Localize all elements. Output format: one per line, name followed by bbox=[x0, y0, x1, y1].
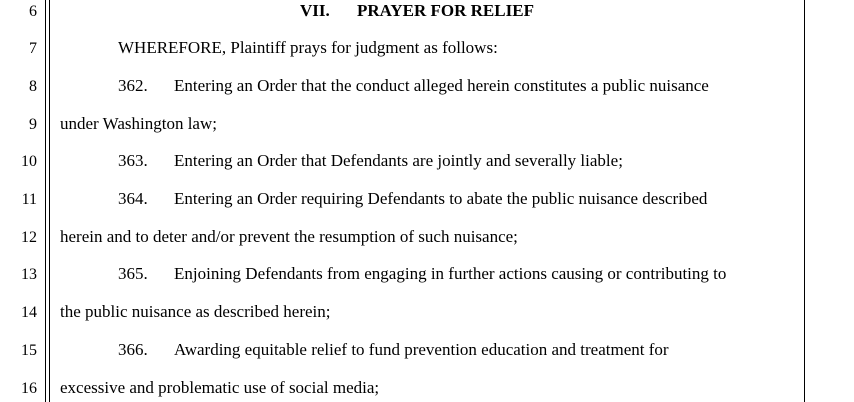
paragraph-continuation: under Washington law; bbox=[60, 114, 217, 133]
paragraph-line bbox=[118, 150, 623, 172]
paragraph-line bbox=[118, 339, 669, 361]
line-number: 12 bbox=[21, 229, 37, 246]
left-margin-rule-inner bbox=[49, 0, 50, 402]
line-number: 9 bbox=[29, 116, 37, 133]
paragraph-number: 366. bbox=[118, 340, 148, 359]
paragraph-continuation: excessive and problematic use of social media; bbox=[60, 378, 380, 397]
section-title: PRAYER FOR RELIEF bbox=[357, 1, 534, 20]
paragraph-number: 364. bbox=[118, 189, 148, 208]
intro-text: WHEREFORE, Plaintiff prays for judgment as follows: bbox=[118, 38, 498, 57]
paragraph-text: Awarding equitable relief to fund prevention education and treatment for bbox=[174, 340, 669, 359]
line-number: 11 bbox=[21, 191, 37, 208]
section-heading bbox=[300, 0, 534, 22]
paragraph-continuation: the public nuisance as described herein; bbox=[60, 302, 331, 321]
paragraph-line bbox=[118, 188, 707, 210]
paragraph-text: Entering an Order that Defendants are jointly and severally liable; bbox=[174, 151, 623, 170]
line-number: 6 bbox=[29, 3, 37, 20]
paragraph-number: 362. bbox=[118, 76, 148, 95]
line-number: 8 bbox=[29, 78, 37, 95]
paragraph-line bbox=[118, 75, 709, 97]
line-number: 7 bbox=[29, 40, 37, 57]
line-number: 14 bbox=[21, 304, 37, 321]
line-number: 10 bbox=[21, 153, 37, 170]
line-number: 13 bbox=[21, 266, 37, 283]
paragraph-text: Enjoining Defendants from engaging in further actions causing or contributing to bbox=[174, 264, 727, 283]
section-number: VII. bbox=[300, 1, 330, 20]
paragraph-number: 363. bbox=[118, 151, 148, 170]
paragraph-text: Entering an Order that the conduct alleged herein constitutes a public nuisance bbox=[174, 76, 709, 95]
paragraph-line bbox=[118, 263, 726, 285]
paragraph-text: Entering an Order requiring Defendants to abate the public nuisance described bbox=[174, 189, 708, 208]
right-margin-rule bbox=[804, 0, 805, 402]
line-number: 15 bbox=[21, 342, 37, 359]
left-margin-rule bbox=[45, 0, 46, 402]
paragraph-continuation: herein and to deter and/or prevent the resumption of such nuisance; bbox=[60, 227, 518, 246]
paragraph-number: 365. bbox=[118, 264, 148, 283]
line-number: 16 bbox=[21, 380, 37, 397]
